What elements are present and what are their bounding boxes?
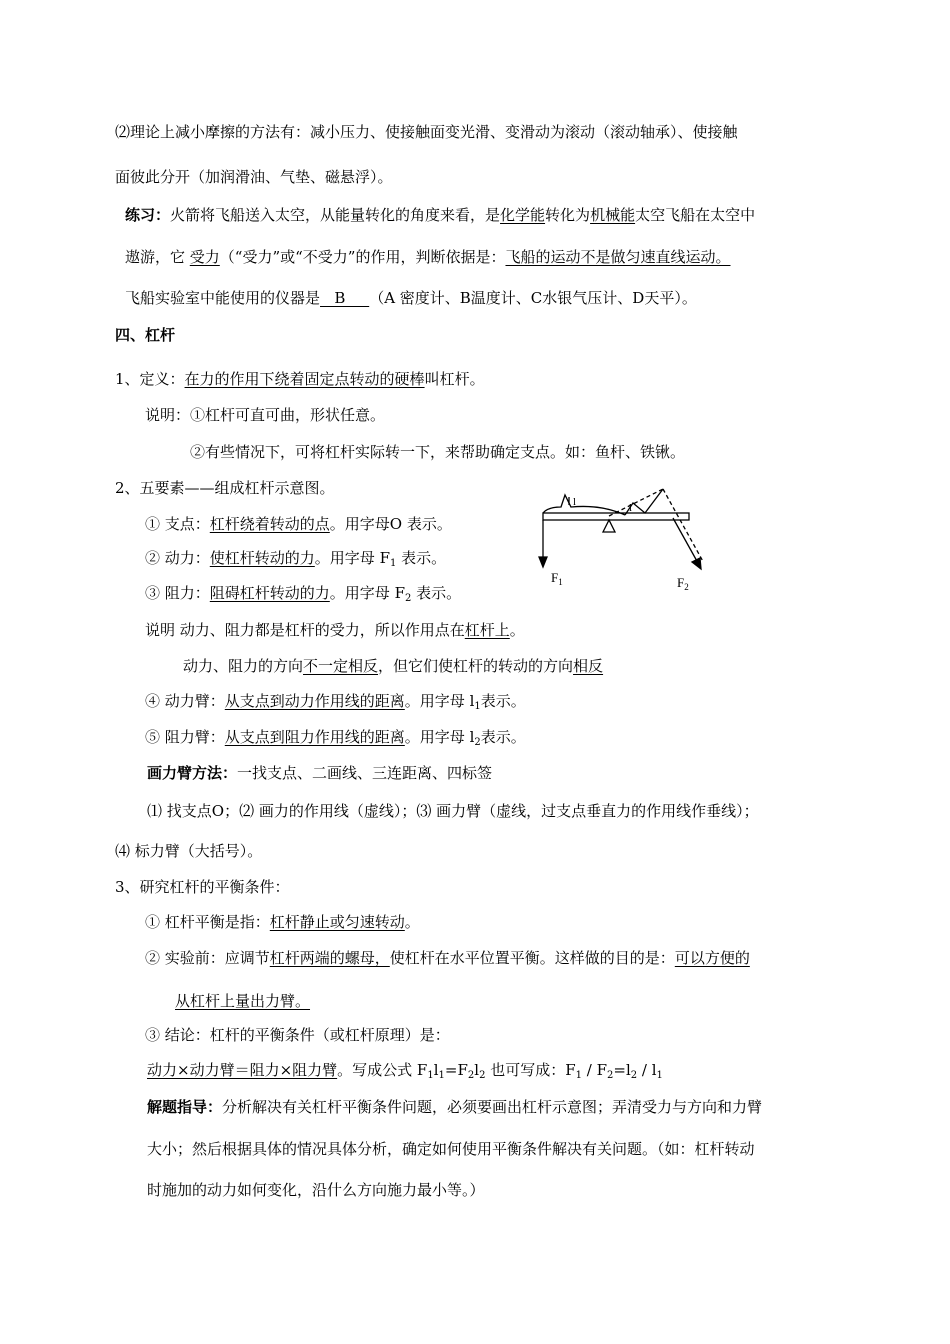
lever-curve [543,495,625,515]
note-2: ②有些情况下，可将杠杆实际转一下，来帮助确定支点。如：鱼杆、铁锹。 [190,443,686,461]
draw-arm-method: 画力臂方法：一找支点、二画线、三连距离、四标签 [147,764,493,782]
guide-line1: 解题指导：分析解决有关杠杆平衡条件问题，必须要画出杠杆示意图；弄清受力与方向和力臂 [147,1098,763,1116]
exercise-line2: 遨游，它 受力（“受力”或“不受力”的作用，判断依据是：飞船的运动不是做匀速直线运动。 [125,248,731,266]
balance-definition: ① 杠杆平衡是指：杠杆静止或匀速转动。 [145,913,420,931]
answer-reason: 飞船的运动不是做匀速直线运动。 [505,248,731,266]
exercise-line1: 练习：火箭将飞船送入太空，从能量转化的角度来看，是化学能转化为机械能太空飞船在太空中 [125,206,756,224]
balance-conclusion: ③ 结论：杠杆的平衡条件（或杠杆原理）是： [145,1026,450,1044]
lever-definition: 1、定义：在力的作用下绕着固定点转动的硬棒叫杠杆。 [115,370,485,388]
l2-arm-line [609,489,663,516]
friction-methods-line2: 面彼此分开（加润滑油、气垫、磁悬浮）。 [115,168,393,186]
guide-line2: 大小；然后根据具体的情况具体分析，确定如何使用平衡条件解决有关问题。（如：杠杆转动 [147,1140,755,1158]
note-4: 动力、阻力的方向不一定相反，但它们使杠杆的转动的方向相反 [183,657,604,675]
answer-instrument: B [320,289,370,307]
note-1: 说明：①杠杆可直可曲，形状任意。 [145,406,386,424]
balance-preparation-line1: ② 实验前：应调节杠杆两端的螺母，使杠杆在水平位置平衡。这样做的目的是：可以方便的 [145,949,750,967]
f2-action-line [663,489,703,565]
guide-line3: 时施加的动力如何变化，沿什么方向施力最小等。） [147,1181,485,1199]
fulcrum-triangle [603,520,615,532]
lever-bar [543,513,689,520]
f2-arrow-line [673,518,698,563]
f1-arrowhead [539,557,547,567]
method-steps-line1: ⑴ 找支点O；⑵ 画力的作用线（虚线）；⑶ 画力臂（虚线，过支点垂直力的作用线作垂线）； [147,802,759,820]
balance-title: 3、研究杠杆的平衡条件： [115,878,290,896]
exercise-label: 练习： [125,206,171,224]
answer-chemical-energy: 化学能 [500,206,546,224]
lever-diagram [533,483,703,598]
f1-label: $F_1$ [551,570,563,587]
note-3: 说明 动力、阻力都是杠杆的受力，所以作用点在杠杆上。 [145,621,525,639]
l1-label: l [573,496,577,508]
answer-mechanical-energy: 机械能 [590,206,636,224]
element-effort-arm: ④ 动力臂：从支点到动力作用线的距离。用字母 $l_1$表示。 [145,692,526,712]
element-resistance-force: ③ 阻力：阻碍杠杆转动的力。用字母 $F_2$ 表示。 [145,584,462,604]
method-steps-line2: ⑷ 标力臂（大括号）。 [115,842,263,860]
section-title: 四、杠杆 [115,326,176,344]
friction-methods-line1: ⑵理论上减小摩擦的方法有：减小压力、使接触面变光滑、变滑动为滚动（滚动轴承）、使接触 [115,123,738,141]
f2-arrowhead [692,558,701,569]
exercise-line3: 飞船实验室中能使用的仪器是 B （A 密度计、B温度计、C水银气压计、D天平）。 [125,289,697,307]
balance-formula: 动力×动力臂＝阻力×阻力臂。写成公式 $F_1l_1=F_2l_2$ 也可写成：$F_1 / F_2=l_2 / l_1$ [147,1061,663,1081]
l2-label: l [629,502,633,514]
element-fulcrum: ① 支点：杠杆绕着转动的点。用字母O 表示。 [145,515,452,533]
five-elements-title: 2、五要素——组成杠杆示意图。 [115,479,335,497]
f2-label: $F_2$ [677,575,689,592]
balance-preparation-line2: 从杠杆上量出力臂。 [175,992,311,1010]
element-resistance-arm: ⑤ 阻力臂：从支点到阻力作用线的距离。用字母 $l_2$表示。 [145,728,526,748]
answer-force: 受力 [189,248,220,266]
element-effort-force: ② 动力：使杠杆转动的力。用字母 $F_1$ 表示。 [145,549,447,569]
